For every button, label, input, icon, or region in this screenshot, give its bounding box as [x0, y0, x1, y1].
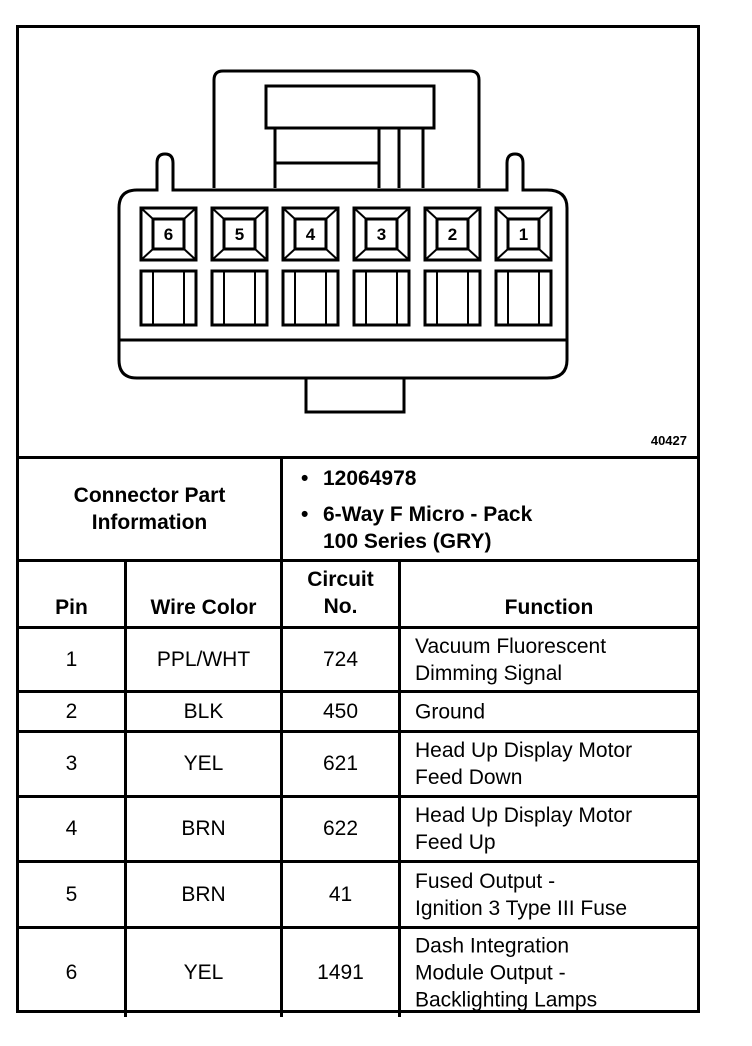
pin-cavity-5	[212, 208, 267, 260]
pin-cell: 4	[19, 798, 127, 860]
connector-info-label-cell	[19, 459, 283, 559]
connector-body-base	[119, 340, 567, 378]
function-cell: Head Up Display Motor Feed Down	[415, 739, 633, 789]
terminal-slot-1	[496, 271, 551, 325]
circuit-cell: 621	[283, 733, 401, 795]
info-label-line2: Information	[91, 511, 208, 534]
figure-number: 40427	[650, 433, 687, 448]
function-cell: Ground	[415, 700, 486, 723]
wire-color-cell: BLK	[127, 693, 283, 730]
connector-info-label	[50, 482, 250, 536]
table-header-row	[19, 562, 697, 629]
connector-body-outline	[119, 154, 567, 353]
bullet: •	[301, 467, 309, 490]
part-number-item	[301, 465, 417, 492]
table-row	[19, 863, 697, 929]
pin-cell: 2	[19, 693, 127, 730]
terminal-slots	[141, 271, 551, 325]
terminal-slot-3	[354, 271, 409, 325]
pin-cavities	[141, 208, 551, 260]
wire-color-cell: YEL	[127, 929, 283, 1017]
table-row	[19, 798, 697, 863]
description-item	[301, 501, 533, 555]
circuit-cell: 450	[283, 693, 401, 730]
pin-cell: 5	[19, 863, 127, 926]
circuit-cell: 724	[283, 629, 401, 690]
terminal-slot-6	[141, 271, 196, 325]
pin-cavity-6	[141, 208, 196, 260]
bullet: •	[301, 503, 309, 526]
table-row	[19, 929, 697, 1017]
pin-number-label: 6	[163, 225, 174, 244]
circuit-cell: 1491	[283, 929, 401, 1017]
pin-cavity-3	[354, 208, 409, 260]
pin-number-label: 2	[447, 225, 458, 244]
connector-diagram	[19, 28, 697, 459]
pin-cavity-1	[496, 208, 551, 260]
pin-cavity-2	[425, 208, 480, 260]
circuit-cell: 622	[283, 798, 401, 860]
connector-drawing	[19, 28, 697, 456]
header-pin: Pin	[19, 562, 127, 626]
pin-number-label: 1	[518, 225, 529, 244]
connector-info-row	[19, 459, 697, 562]
function-cell: Head Up Display Motor Feed Up	[415, 804, 633, 854]
pin-cell: 6	[19, 929, 127, 1017]
terminal-slot-5	[212, 271, 267, 325]
function-cell: Dash Integration Module Output - Backlighting Lamps	[415, 934, 598, 1012]
wire-color-cell: PPL/WHT	[127, 629, 283, 690]
pin-cell: 3	[19, 733, 127, 795]
pin-number-label: 5	[234, 225, 245, 244]
terminal-slot-2	[425, 271, 480, 325]
pin-cell: 1	[19, 629, 127, 690]
pin-number-label: 3	[376, 225, 387, 244]
function-cell: Vacuum Fluorescent Dimming Signal	[415, 634, 607, 685]
connector-frame	[16, 25, 700, 1013]
wire-color-cell: BRN	[127, 798, 283, 860]
pin-number-label: 4	[305, 225, 316, 244]
description-line2: 100 Series (GRY)	[323, 530, 492, 553]
terminal-slot-4	[283, 271, 338, 325]
latch-lock	[266, 86, 434, 128]
header-circuit-no: Circuit No.	[283, 562, 401, 626]
function-cell: Fused Output - Ignition 3 Type III Fuse	[415, 869, 628, 920]
wire-color-cell: YEL	[127, 733, 283, 795]
header-wire-color: Wire Color	[127, 562, 283, 626]
wire-color-cell: BRN	[127, 863, 283, 926]
table-row	[19, 733, 697, 798]
header-function: Function	[504, 596, 594, 619]
pin-cavity-4	[283, 208, 338, 260]
table-row	[19, 629, 697, 693]
circuit-cell: 41	[283, 863, 401, 926]
connector-info-values	[283, 459, 697, 559]
table-row	[19, 693, 697, 733]
bottom-tab	[306, 378, 404, 412]
description-line1: 6-Way F Micro - Pack	[323, 503, 533, 526]
info-label-line1: Connector Part	[73, 484, 226, 507]
part-number: 12064978	[323, 467, 417, 490]
